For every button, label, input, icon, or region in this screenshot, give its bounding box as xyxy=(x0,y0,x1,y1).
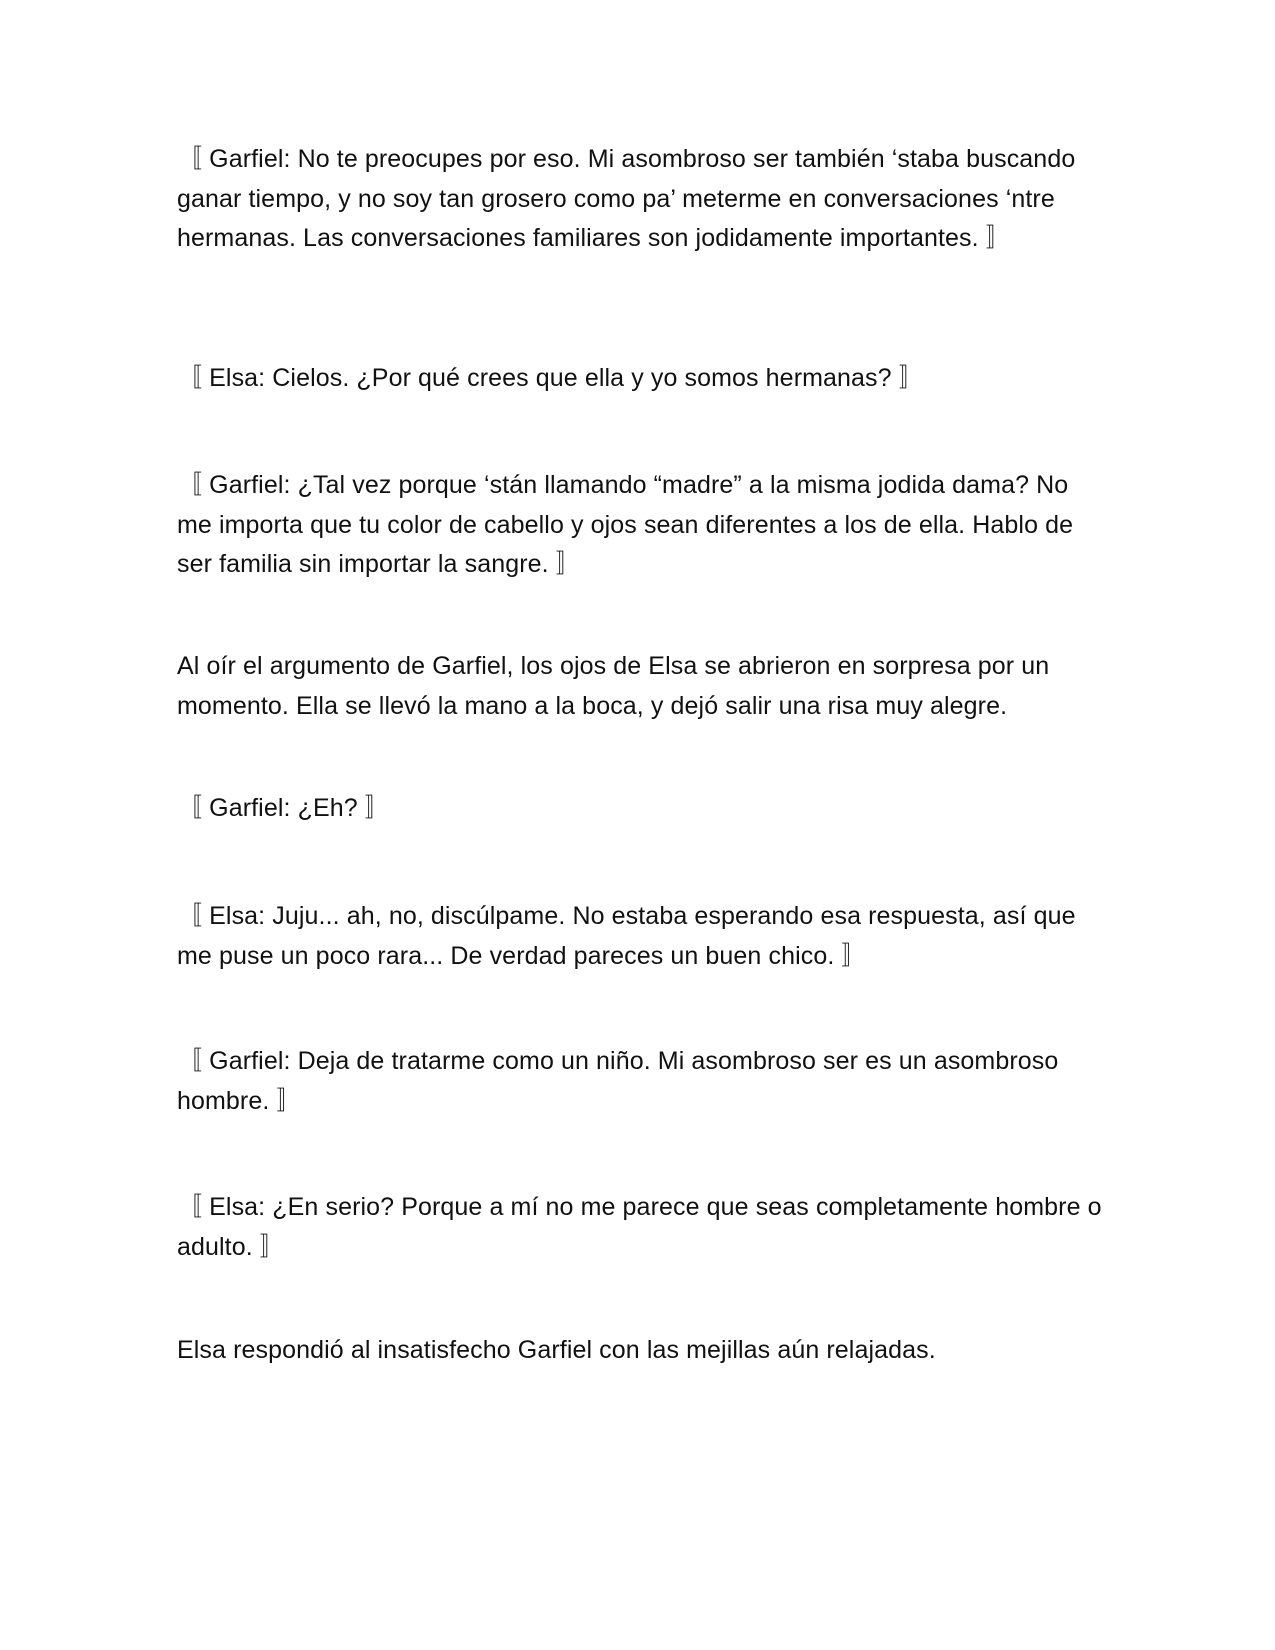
paragraph-dialogue-elsa-2: 〚 Elsa: Juju... ah, no, discúlpame. No estaba esperando esa respuesta, así que me puse un poco rara... De verdad pareces un buen chico. 〛 xyxy=(177,902,1076,970)
paragraph-dialogue-garfiel-4: 〚 Garfiel: Deja de tratarme como un niño. Mi asombroso ser es un asombroso hombre. 〛 xyxy=(177,1047,1059,1115)
paragraph-narration-2: Elsa respondió al insatisfecho Garfiel con las mejillas aún relajadas. xyxy=(177,1336,936,1364)
paragraph-dialogue-elsa-1: 〚 Elsa: Cielos. ¿Por qué crees que ella y yo somos hermanas? 〛 xyxy=(177,364,924,392)
paragraph-narration-1: Al oír el argumento de Garfiel, los ojos de Elsa se abrieron en sorpresa por un momento. Ella se llevó la mano a la boca, y dejó salir una risa muy alegre. xyxy=(177,652,1050,720)
paragraph-dialogue-elsa-3: 〚 Elsa: ¿En serio? Porque a mí no me parece que seas completamente hombre o adulto. 〛 xyxy=(177,1193,1102,1261)
paragraph-dialogue-garfiel-2: 〚 Garfiel: ¿Tal vez porque ‘stán llamando “madre” a la misma jodida dama? No me importa que tu color de cabello y ojos sean diferentes a los de ella. Hablo de ser familia sin importar la sangre. 〛 xyxy=(177,471,1074,578)
paragraph-dialogue-garfiel-3: 〚 Garfiel: ¿Eh? 〛 xyxy=(177,794,390,822)
paragraph-dialogue-garfiel-1: 〚 Garfiel: No te preocupes por eso. Mi asombroso ser también ‘staba buscando ganar tiempo, y no soy tan grosero como pa’ meterme en conversaciones ‘ntre hermanas. Las conversaciones familiares son jodidamente importantes. 〛 xyxy=(177,145,1076,252)
